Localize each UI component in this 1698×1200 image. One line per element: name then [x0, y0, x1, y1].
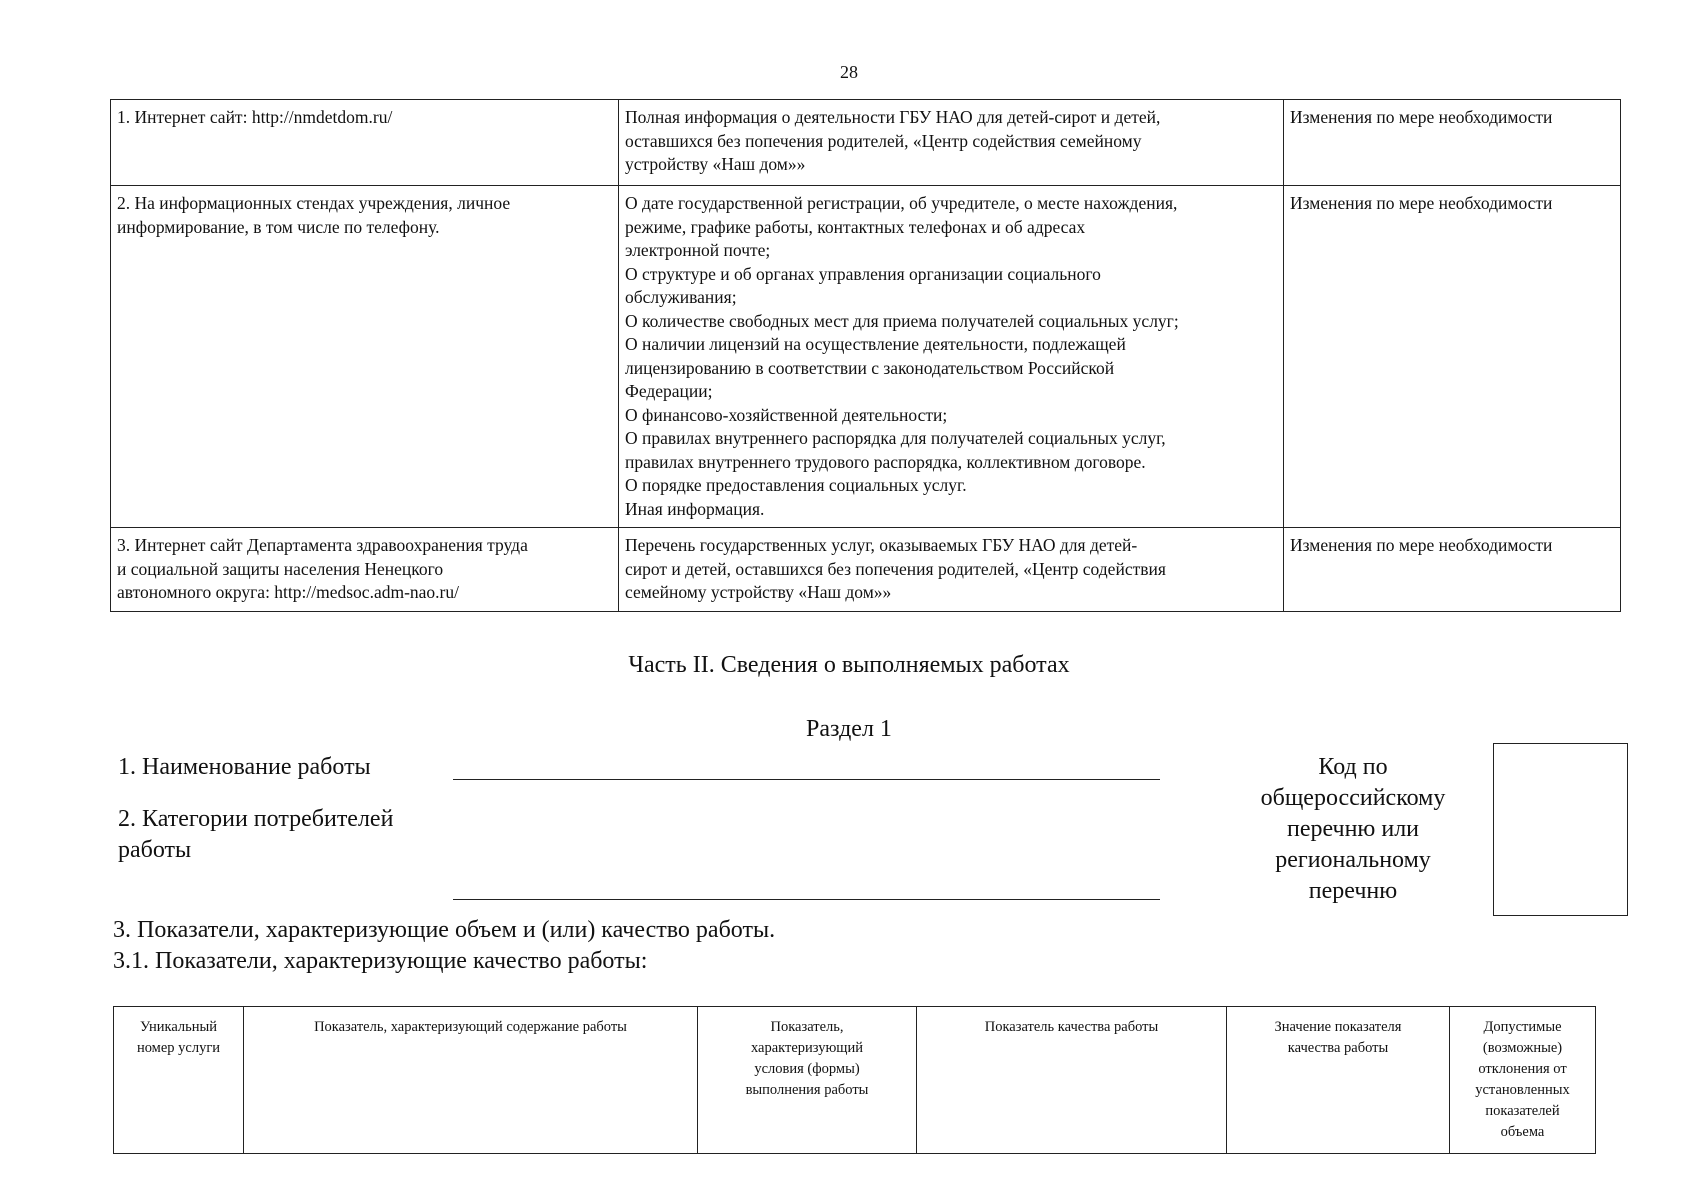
page-number: 28: [840, 62, 858, 82]
content-text: О правилах внутреннего распорядка для получателей социальных услуг,: [625, 428, 1166, 448]
header-text: объема: [1500, 1124, 1545, 1140]
content-text: Федерации;: [625, 381, 713, 401]
method-text: информирование, в том числе по телефону.: [117, 216, 440, 237]
header-text: Значение показателя: [1274, 1019, 1402, 1035]
consumers-line: [453, 899, 1160, 900]
content-text: О порядке предоставления социальных услуг.: [625, 475, 967, 495]
deviations-header: [1450, 1007, 1596, 1154]
content-text: обслуживания;: [625, 287, 737, 307]
section-title: Раздел 1: [806, 716, 892, 742]
code-label-line: Код по: [1318, 754, 1388, 780]
method-cell: [111, 186, 619, 528]
content-indicator-header: [244, 1007, 698, 1154]
header-text: показателей: [1485, 1103, 1560, 1119]
header-text: номер услуги: [136, 1040, 221, 1056]
content-text: Полная информация о деятельности ГБУ НАО для детей-сирот и детей,: [625, 107, 1161, 127]
quality-indicators-table: [113, 1006, 1596, 1154]
information-methods-table: [110, 99, 1621, 612]
content-text: О наличии лицензий на осуществление деятельности, подлежащей: [625, 334, 1126, 354]
consumers-label-line2: работы: [118, 837, 192, 863]
content-text: устройству «Наш дом»»: [625, 154, 806, 174]
table-row: [111, 100, 1621, 186]
header-text: характеризующий: [750, 1040, 863, 1056]
part-title: Часть II. Сведения о выполняемых работах: [628, 652, 1070, 678]
frequency-cell: [1284, 528, 1621, 612]
content-text: О структуре и об органах управления организации социального: [625, 263, 1101, 284]
frequency-cell: [1284, 100, 1621, 186]
header-text: Показатель, характеризующий содержание работы: [314, 1019, 627, 1035]
method-text: и социальной защиты населения Ненецкого: [117, 558, 444, 579]
content-text: сирот и детей, оставшихся без попечения родителей, «Центр содействия: [625, 558, 1166, 579]
code-label-line: перечню или: [1286, 816, 1420, 842]
content-cell: [619, 186, 1284, 528]
header-text: Допустимые: [1483, 1019, 1562, 1035]
work-name-label: 1. Наименование работы: [118, 754, 371, 780]
header-text: Показатель качества работы: [984, 1019, 1159, 1035]
code-label-line: общероссийскому: [1260, 785, 1446, 811]
content-text: О количестве свободных мест для приема получателей социальных услуг;: [625, 310, 1179, 331]
header-text: (возможные): [1482, 1040, 1563, 1056]
table-row: [111, 186, 1621, 528]
frequency-text: Изменения по мере необходимости: [1290, 193, 1553, 213]
indicators-heading: 3. Показатели, характеризующие объем и (или) качество работы.: [113, 917, 776, 943]
header-text: Показатель,: [770, 1019, 844, 1035]
frequency-cell: [1284, 186, 1621, 528]
code-label-line: региональному: [1275, 847, 1431, 873]
content-text: электронной почте;: [625, 240, 771, 260]
table-row: [111, 528, 1621, 612]
content-text: оставшихся без попечения родителей, «Центр содействия семейному: [625, 130, 1142, 151]
content-text: семейному устройству «Наш дом»»: [625, 582, 892, 602]
quality-indicator-header: [917, 1007, 1227, 1154]
content-text: правилах внутреннего трудового распорядка, коллективном договоре.: [625, 451, 1146, 472]
quality-indicators-subheading: 3.1. Показатели, характеризующие качество работы:: [113, 948, 648, 974]
quality-value-header: [1227, 1007, 1450, 1154]
method-text: 2. На информационных стендах учреждения, личное: [117, 193, 511, 213]
frequency-text: Изменения по мере необходимости: [1290, 107, 1553, 127]
consumers-label-line1: 2. Категории потребителей: [118, 806, 394, 832]
content-text: Перечень государственных услуг, оказываемых ГБУ НАО для детей-: [625, 535, 1138, 555]
method-cell: [111, 528, 619, 612]
method-text: автономного округа: http://medsoc.adm-nao.ru/: [117, 582, 459, 602]
unique-number-header: [114, 1007, 244, 1154]
method-text: 3. Интернет сайт Департамента здравоохранения труда: [117, 535, 528, 555]
method-cell: [111, 100, 619, 186]
header-text: отклонения от: [1478, 1061, 1567, 1077]
content-text: Иная информация.: [625, 498, 765, 519]
code-label: [1243, 752, 1463, 907]
conditions-indicator-header: [698, 1007, 917, 1154]
code-box: [1493, 743, 1628, 916]
header-text: установленных: [1475, 1082, 1570, 1098]
header-text: Уникальный: [139, 1019, 217, 1035]
method-text: 1. Интернет сайт: http://nmdetdom.ru/: [117, 107, 393, 127]
work-name-line: [453, 779, 1160, 780]
content-cell: [619, 100, 1284, 186]
code-label-line: перечню: [1308, 878, 1398, 904]
header-text: качества работы: [1287, 1040, 1389, 1056]
content-cell: [619, 528, 1284, 612]
content-text: О финансово-хозяйственной деятельности;: [625, 404, 948, 425]
content-text: режиме, графике работы, контактных телефонах и об адресах: [625, 216, 1086, 237]
content-text: О дате государственной регистрации, об учредителе, о месте нахождения,: [625, 193, 1178, 213]
frequency-text: Изменения по мере необходимости: [1290, 535, 1553, 555]
content-text: лицензированию в соответствии с законодательством Российской: [625, 357, 1115, 378]
header-text: выполнения работы: [745, 1082, 869, 1098]
header-text: условия (формы): [754, 1061, 860, 1077]
